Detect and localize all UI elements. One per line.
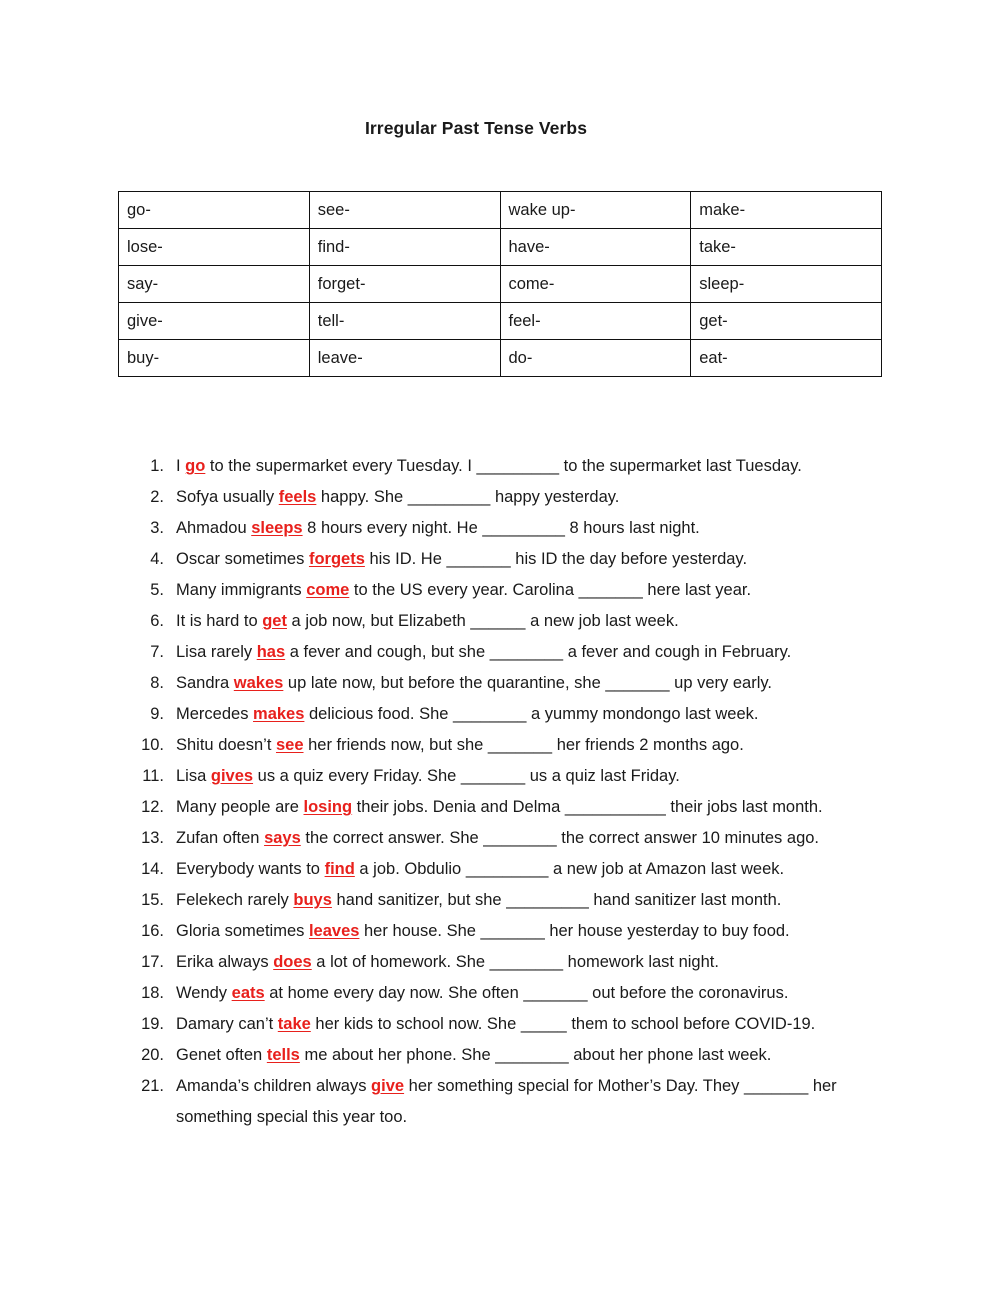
sentence-text: to the US every year. Carolina _______ here last year. xyxy=(349,581,752,599)
highlighted-verb: does xyxy=(273,953,312,971)
table-cell: say- xyxy=(119,266,310,303)
exercise-list xyxy=(136,451,896,1133)
sentence-text: It is hard to xyxy=(176,612,263,630)
list-item xyxy=(136,699,896,730)
item-number: 6. xyxy=(150,612,164,630)
table-cell: find- xyxy=(309,229,500,266)
highlighted-verb: feels xyxy=(278,488,317,506)
sentence-text: I xyxy=(176,457,186,475)
sentence-text: Genet often xyxy=(176,1046,267,1064)
sentence-text: Oscar sometimes xyxy=(176,550,309,568)
table-row xyxy=(119,340,882,377)
item-number: 10. xyxy=(141,736,164,754)
sentence-text: Sandra xyxy=(176,674,234,692)
sentence-text: his ID. He _______ his ID the day before yesterday. xyxy=(364,550,748,568)
sentence-text: happy. She _________ happy yesterday. xyxy=(316,488,620,506)
item-number: 21. xyxy=(141,1077,164,1095)
highlighted-verb: tells xyxy=(266,1046,300,1064)
sentence-text: Shitu doesn’t xyxy=(176,736,276,754)
list-item xyxy=(136,1040,896,1071)
sentence-text: Many people are xyxy=(176,798,304,816)
highlighted-verb: see xyxy=(275,736,304,754)
sentence-text: a lot of homework. She ________ homework last night. xyxy=(311,953,719,971)
sentence-text: a job now, but Elizabeth ______ a new job last week. xyxy=(286,612,679,630)
table-cell: sleep- xyxy=(691,266,882,303)
sentence-text: Wendy xyxy=(176,984,232,1002)
list-item xyxy=(136,544,896,575)
sentence-text: her kids to school now. She _____ them to school before COVID-19. xyxy=(310,1015,816,1033)
highlighted-verb: gives xyxy=(210,767,254,785)
sentence-text: me about her phone. She ________ about her phone last week. xyxy=(299,1046,772,1064)
sentence-text: Ahmadou xyxy=(176,519,252,537)
table-cell: forget- xyxy=(309,266,500,303)
table-cell: leave- xyxy=(309,340,500,377)
highlighted-verb: says xyxy=(264,829,301,847)
sentence-text: 8 hours every night. He _________ 8 hours last night. xyxy=(302,519,700,537)
item-number: 12. xyxy=(141,798,164,816)
item-number: 4. xyxy=(150,550,164,568)
sentence-text: their jobs. Denia and Delma ___________ their jobs last month. xyxy=(352,798,823,816)
sentence-text: hand sanitizer, but she _________ hand sanitizer last month. xyxy=(331,891,782,909)
highlighted-verb: forgets xyxy=(308,550,365,568)
sentence-text: her friends now, but she _______ her friends 2 months ago. xyxy=(303,736,744,754)
verb-table xyxy=(118,191,882,377)
list-item xyxy=(136,885,896,916)
list-item xyxy=(136,854,896,885)
sentence-text: Damary can’t xyxy=(176,1015,278,1033)
highlighted-verb: get xyxy=(262,612,287,630)
list-item xyxy=(136,606,896,637)
highlighted-verb: sleeps xyxy=(251,519,303,537)
list-item xyxy=(136,947,896,978)
list-item xyxy=(136,823,896,854)
table-cell: feel- xyxy=(500,303,691,340)
list-item xyxy=(136,668,896,699)
highlighted-verb: go xyxy=(185,457,206,475)
item-number: 19. xyxy=(141,1015,164,1033)
list-item xyxy=(136,792,896,823)
highlighted-verb: wakes xyxy=(233,674,284,692)
item-number: 13. xyxy=(141,829,164,847)
table-cell: get- xyxy=(691,303,882,340)
highlighted-verb: come xyxy=(306,581,350,599)
sentence-text: to the supermarket every Tuesday. I _________ to the supermarket last Tuesday. xyxy=(205,457,802,475)
list-item xyxy=(136,482,896,513)
table-cell: have- xyxy=(500,229,691,266)
list-item xyxy=(136,575,896,606)
sentence-text: us a quiz every Friday. She _______ us a quiz last Friday. xyxy=(253,767,680,785)
sentence-text: Everybody wants to xyxy=(176,860,325,878)
item-number: 17. xyxy=(141,953,164,971)
table-cell: tell- xyxy=(309,303,500,340)
list-item xyxy=(136,730,896,761)
sentence-text: Many immigrants xyxy=(176,581,307,599)
sentence-text: Lisa rarely xyxy=(176,643,257,661)
list-item xyxy=(136,1009,896,1040)
highlighted-verb: find xyxy=(324,860,355,878)
list-item xyxy=(136,451,896,482)
list-item xyxy=(136,513,896,544)
list-item xyxy=(136,761,896,792)
sentence-text: Felekech rarely xyxy=(176,891,294,909)
list-item xyxy=(136,978,896,1009)
item-number: 2. xyxy=(150,488,164,506)
item-number: 1. xyxy=(150,457,164,475)
highlighted-verb: leaves xyxy=(308,922,360,940)
highlighted-verb: give xyxy=(371,1077,405,1095)
sentence-text: Zufan often xyxy=(176,829,265,847)
table-cell: see- xyxy=(309,192,500,229)
sentence-text: her something special for Mother’s Day. They _______ her something special this year too. xyxy=(176,1077,837,1126)
table-cell: buy- xyxy=(119,340,310,377)
item-number: 15. xyxy=(141,891,164,909)
item-number: 8. xyxy=(150,674,164,692)
sentence-text: her house. She _______ her house yesterday to buy food. xyxy=(359,922,790,940)
sentence-text: Gloria sometimes xyxy=(176,922,309,940)
item-number: 9. xyxy=(150,705,164,723)
item-number: 7. xyxy=(150,643,164,661)
table-cell: eat- xyxy=(691,340,882,377)
highlighted-verb: makes xyxy=(253,705,305,723)
table-cell: take- xyxy=(691,229,882,266)
highlighted-verb: losing xyxy=(303,798,353,816)
item-number: 14. xyxy=(141,860,164,878)
sentence-text: the correct answer. She ________ the correct answer 10 minutes ago. xyxy=(300,829,820,847)
table-cell: go- xyxy=(119,192,310,229)
item-number: 5. xyxy=(150,581,164,599)
list-item xyxy=(136,1071,896,1133)
item-number: 20. xyxy=(141,1046,164,1064)
sentence-text: Lisa xyxy=(176,767,211,785)
sentence-text: Mercedes xyxy=(176,705,254,723)
highlighted-verb: has xyxy=(256,643,286,661)
list-item xyxy=(136,916,896,947)
table-row xyxy=(119,192,882,229)
sentence-text: Erika always xyxy=(176,953,274,971)
sentence-text: delicious food. She ________ a yummy mondongo last week. xyxy=(304,705,759,723)
table-cell: come- xyxy=(500,266,691,303)
item-number: 18. xyxy=(141,984,164,1002)
sentence-text: a job. Obdulio _________ a new job at Amazon last week. xyxy=(354,860,785,878)
sentence-text: at home every day now. She often _______ out before the coronavirus. xyxy=(264,984,789,1002)
table-cell: wake up- xyxy=(500,192,691,229)
list-item xyxy=(136,637,896,668)
table-cell: give- xyxy=(119,303,310,340)
sentence-text: Amanda’s children always xyxy=(176,1077,372,1095)
sentence-text: Sofya usually xyxy=(176,488,279,506)
sentence-text: a fever and cough, but she ________ a fever and cough in February. xyxy=(285,643,792,661)
table-cell: do- xyxy=(500,340,691,377)
table-cell: lose- xyxy=(119,229,310,266)
page-title: Irregular Past Tense Verbs xyxy=(364,118,588,138)
highlighted-verb: take xyxy=(277,1015,311,1033)
item-number: 16. xyxy=(141,922,164,940)
highlighted-verb: buys xyxy=(293,891,332,909)
table-row xyxy=(119,266,882,303)
table-row xyxy=(119,229,882,266)
table-cell: make- xyxy=(691,192,882,229)
highlighted-verb: eats xyxy=(231,984,265,1002)
item-number: 3. xyxy=(150,519,164,537)
item-number: 11. xyxy=(142,767,164,785)
table-row xyxy=(119,303,882,340)
sentence-text: up late now, but before the quarantine, she _______ up very early. xyxy=(283,674,772,692)
